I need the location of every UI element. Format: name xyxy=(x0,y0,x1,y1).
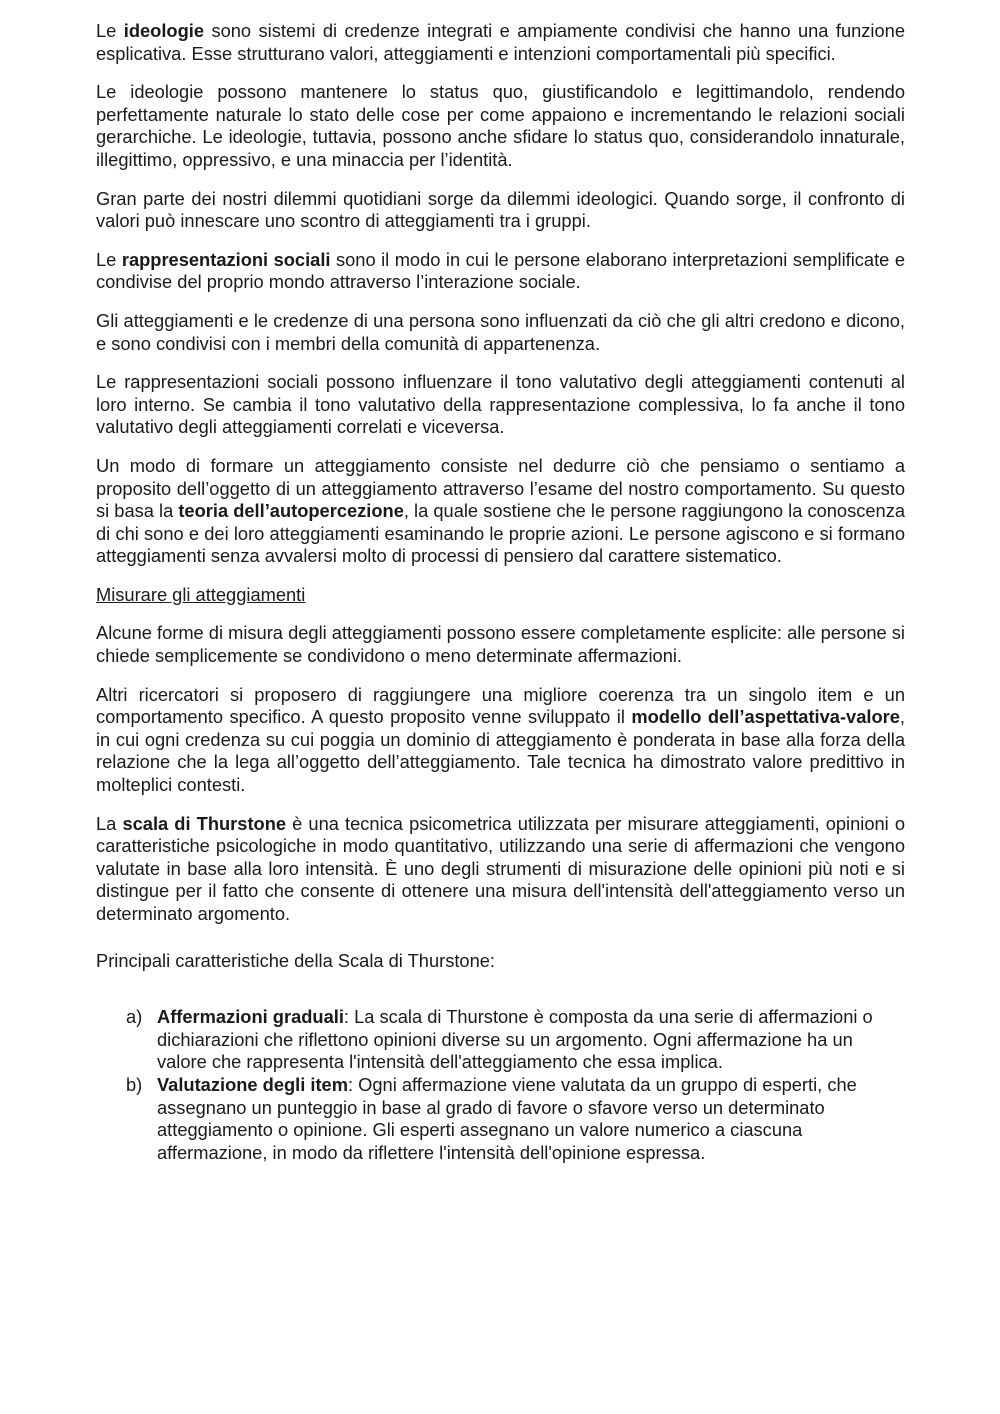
bold-term: ideologie xyxy=(123,20,205,41)
list-item xyxy=(96,1006,905,1074)
text-run: Gli atteggiamenti e le credenze di una persona sono influenzati da ciò che gli altri credono e dicono, e sono condivisi con i membri della comunità di appartenenza. xyxy=(96,309,905,354)
bold-term: modello dell’aspettativa-valore xyxy=(631,706,900,728)
list-marker: a) xyxy=(126,1006,143,1028)
list-item-text: : La scala di Thurstone è composta da una serie di affermazioni o dichiarazioni che riflettono opinioni diverse su un argomento. Ogni affermazione ha un valore che rappresenta l'intensità dell'atteggiamento che essa implica. xyxy=(157,1006,873,1073)
text-run: è una tecnica psicometrica utilizzata per misurare atteggiamenti, opinioni o caratteristiche psicologiche in modo quantitativo, utilizzando una serie di affermazioni che vengono valutate in base alla loro intensità. È uno degli strumenti di misurazione delle opinioni più noti e si distingue per il fatto che consente di ottenere una misura dell'intensità dell'atteggiamento verso un determinato argomento. xyxy=(96,812,905,924)
text-run: , in cui ogni credenza su cui poggia un dominio di atteggiamento è ponderata in base alla forza della relazione che la lega all’oggetto dell’atteggiamento. Tale tecnica ha dimostrato valore predittivo in molteplici contesti. xyxy=(96,706,906,796)
list-item-text: : Ogni affermazione viene valutata da un gruppo di esperti, che assegnano un punteggio in base al grado di favore o sfavore verso un determinato atteggiamento o opinione. Gli esperti assegnano un valore numerico a ciascuna affermazione, in modo da riflettere l'intensità dell'opinione espressa. xyxy=(157,1073,857,1163)
paragraph xyxy=(96,455,905,568)
text-run: Le ideologie possono mantenere lo status quo, giustificandolo e legittimandolo, rendendo perfettamente naturale lo stato delle cose per come appaiono e incrementando le relazioni sociali gerarchiche. Le ideologie, tuttavia, possono anche sfidare lo status quo, considerandolo innaturale, illegittimo, oppressivo, e una minaccia per l’identità. xyxy=(96,81,905,170)
list-intro: Principali caratteristiche della Scala di Thurstone: xyxy=(96,949,496,971)
text-run: Le xyxy=(96,20,124,41)
list-item xyxy=(96,1074,905,1164)
text-run: , la quale sostiene che le persone raggiungono la conoscenza di chi sono e dei loro atteggiamenti esaminando le proprie azioni. Le persone agiscono e si formano atteggiamenti senza avvalersi molto di processi di pensiero dal carattere sistematico. xyxy=(96,500,906,567)
bold-term: scala di Thurstone xyxy=(122,812,287,834)
text-run: Le xyxy=(96,248,122,270)
text-run: Gran parte dei nostri dilemmi quotidiani sorge da dilemmi ideologici. Quando sorge, il confronto di valori può innescare uno scontro di atteggiamenti tra i gruppi. xyxy=(96,187,905,232)
text-run: sono sistemi di credenze integrati e ampiamente condivisi che hanno una funzione esplicativa. Esse strutturano valori, atteggiamenti e intenzioni comportamentali più specifici. xyxy=(96,20,905,64)
document-page xyxy=(96,20,905,1164)
paragraph xyxy=(96,249,905,294)
characteristics-list xyxy=(96,1006,905,1164)
text-run: Un modo di formare un atteggiamento consiste nel dedurre ciò che pensiamo o sentiamo a proposito dell’oggetto di un atteggiamento attraverso l’esame del nostro comportamento. Su questo si basa la xyxy=(96,454,905,522)
paragraph xyxy=(96,188,905,233)
paragraph xyxy=(96,684,905,797)
list-item-title: Valutazione degli item xyxy=(157,1073,348,1095)
measurement-paragraphs xyxy=(96,622,905,925)
bold-term: teoria dell’autopercezione xyxy=(178,500,404,522)
paragraph xyxy=(96,371,905,439)
paragraph xyxy=(96,813,905,926)
intro-paragraphs xyxy=(96,20,905,568)
text-run: sono il modo in cui le persone elaborano interpretazioni semplificate e condivise del proprio mondo attraverso l’interazione sociale. xyxy=(96,248,905,293)
text-run: Alcune forme di misura degli atteggiamenti possono essere completamente esplicite: alle persone si chiede semplicemente se condividono o meno determinate affermazioni. xyxy=(96,622,905,667)
text-run: La xyxy=(96,812,123,834)
paragraph xyxy=(96,310,905,355)
section-heading: Misurare gli atteggiamenti xyxy=(96,583,306,605)
paragraph xyxy=(96,622,905,667)
text-run: Le rappresentazioni sociali possono influenzare il tono valutativo degli atteggiamenti contenuti al loro interno. Se cambia il tono valutativo della rappresentazione complessiva, lo fa anche il tono valutativo degli atteggiamenti correlati e viceversa. xyxy=(96,371,905,438)
list-item-title: Affermazioni graduali xyxy=(157,1006,344,1028)
list-marker: b) xyxy=(126,1073,143,1095)
text-run: Altri ricercatori si proposero di raggiungere una migliore coerenza tra un singolo item e un comportamento specifico. A questo proposito venne sviluppato il xyxy=(96,683,905,728)
paragraph xyxy=(96,81,905,171)
bold-term: rappresentazioni sociali xyxy=(121,248,331,270)
paragraph xyxy=(96,20,905,65)
